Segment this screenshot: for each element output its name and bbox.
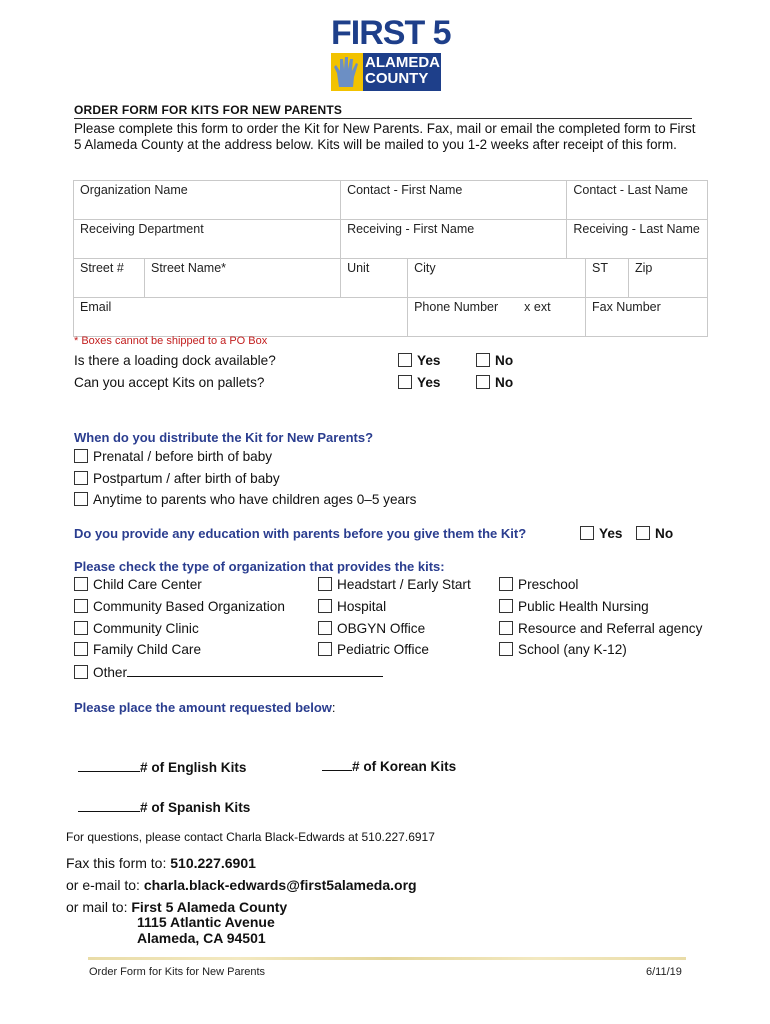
loading-dock-no[interactable]: No — [476, 353, 513, 368]
unit-field[interactable]: Unit — [341, 259, 408, 298]
checkbox-icon[interactable] — [318, 577, 332, 591]
checkbox-icon[interactable] — [74, 577, 88, 591]
org-headstart[interactable]: Headstart / Early Start — [318, 577, 471, 592]
checkbox-icon[interactable] — [74, 642, 88, 656]
city-field[interactable]: City — [408, 259, 586, 298]
footer-divider — [88, 957, 686, 960]
org-hospital[interactable]: Hospital — [318, 599, 386, 614]
fax-line: Fax this form to: 510.227.6901 — [66, 855, 256, 871]
contact-first-field[interactable]: Contact - First Name — [341, 181, 567, 220]
checkbox-icon[interactable] — [318, 642, 332, 656]
first5-logo-text: FIRST 5 — [331, 14, 451, 52]
checkbox-icon[interactable] — [74, 599, 88, 613]
logo-county-text: ALAMEDA COUNTY — [365, 54, 440, 87]
email-link[interactable]: charla.black-edwards@first5alameda.org — [143, 877, 417, 893]
org-community-based[interactable]: Community Based Organization — [74, 599, 285, 614]
org-name-field[interactable]: Organization Name — [74, 181, 341, 220]
spanish-kits[interactable]: # of Spanish Kits — [78, 797, 250, 815]
alameda-county-logo — [331, 53, 441, 91]
po-box-note: * Boxes cannot be shipped to a PO Box — [74, 335, 268, 347]
fax-field[interactable]: Fax Number — [586, 298, 708, 337]
mail-line: or mail to: First 5 Alameda County — [66, 899, 288, 915]
checkbox-icon[interactable] — [636, 526, 650, 540]
org-family-child-care[interactable]: Family Child Care — [74, 642, 201, 657]
org-obgyn[interactable]: OBGYN Office — [318, 621, 425, 636]
distribute-option-postpartum[interactable]: Postpartum / after birth of baby — [74, 471, 280, 486]
korean-kits-line[interactable] — [322, 756, 352, 771]
checkbox-icon[interactable] — [499, 642, 513, 656]
english-kits-line[interactable] — [78, 757, 140, 772]
contact-info-table — [73, 180, 708, 337]
mail-address-line2: 1115 Atlantic Avenue — [137, 914, 275, 930]
pallets-yes[interactable]: Yes — [398, 375, 440, 390]
org-pediatric[interactable]: Pediatric Office — [318, 642, 429, 657]
checkbox-icon[interactable] — [74, 665, 88, 679]
checkbox-icon[interactable] — [74, 492, 88, 506]
education-no[interactable]: No — [636, 526, 673, 541]
mail-address-line3: Alameda, CA 94501 — [137, 930, 266, 946]
amount-prompt: Please place the amount requested below: — [74, 700, 336, 715]
distribute-option-anytime[interactable]: Anytime to parents who have children ages 0–5 years — [74, 492, 416, 507]
english-kits[interactable]: # of English Kits — [78, 757, 247, 775]
org-other[interactable]: Other — [74, 664, 383, 680]
checkbox-icon[interactable] — [580, 526, 594, 540]
pallets-question: Can you accept Kits on pallets? — [74, 375, 265, 390]
form-intro: Please complete this form to order the Kit for New Parents. Fax, mail or email the completed form to First 5 Alameda County at the address below. Kits will be mailed to you 1-2 weeks after receipt of this form. — [74, 121, 696, 152]
checkbox-icon[interactable] — [74, 449, 88, 463]
org-preschool[interactable]: Preschool — [499, 577, 578, 592]
korean-kits[interactable]: # of Korean Kits — [322, 756, 456, 774]
email-line: or e-mail to: charla.black-edwards@first5alameda.org — [66, 877, 417, 893]
phone-field[interactable]: Phone Number x ext — [408, 298, 586, 337]
questions-contact: For questions, please contact Charla Black-Edwards at 510.227.6917 — [66, 830, 435, 844]
other-line[interactable] — [127, 664, 383, 677]
org-resource-referral[interactable]: Resource and Referral agency — [499, 621, 702, 636]
street-number-field[interactable]: Street # — [74, 259, 145, 298]
receiving-dept-field[interactable]: Receiving Department — [74, 220, 341, 259]
footer-date: 6/11/19 — [646, 966, 682, 978]
education-yes[interactable]: Yes — [580, 526, 622, 541]
org-type-question: Please check the type of organization that provides the kits: — [74, 559, 445, 574]
hand-icon — [331, 53, 363, 91]
checkbox-icon[interactable] — [398, 353, 412, 367]
checkbox-icon[interactable] — [499, 599, 513, 613]
street-name-field[interactable]: Street Name* — [145, 259, 341, 298]
spanish-kits-line[interactable] — [78, 797, 140, 812]
footer-left: Order Form for Kits for New Parents — [89, 966, 266, 978]
zip-field[interactable]: Zip — [629, 259, 708, 298]
distribute-question: When do you distribute the Kit for New Parents? — [74, 430, 374, 445]
education-question: Do you provide any education with parents before you give them the Kit? — [74, 526, 527, 541]
checkbox-icon[interactable] — [398, 375, 412, 389]
checkbox-icon[interactable] — [74, 471, 88, 485]
checkbox-icon[interactable] — [318, 599, 332, 613]
receiving-last-field[interactable]: Receiving - Last Name — [567, 220, 708, 259]
org-child-care-center[interactable]: Child Care Center — [74, 577, 202, 592]
checkbox-icon[interactable] — [476, 375, 490, 389]
form-title: ORDER FORM FOR KITS FOR NEW PARENTS — [74, 103, 692, 119]
loading-dock-question: Is there a loading dock available? — [74, 353, 276, 368]
state-field[interactable]: ST — [586, 259, 629, 298]
distribute-option-prenatal[interactable]: Prenatal / before birth of baby — [74, 449, 272, 464]
checkbox-icon[interactable] — [74, 621, 88, 635]
email-field[interactable]: Email — [74, 298, 408, 337]
checkbox-icon[interactable] — [476, 353, 490, 367]
org-community-clinic[interactable]: Community Clinic — [74, 621, 199, 636]
receiving-first-field[interactable]: Receiving - First Name — [341, 220, 567, 259]
checkbox-icon[interactable] — [499, 621, 513, 635]
org-public-health[interactable]: Public Health Nursing — [499, 599, 649, 614]
pallets-no[interactable]: No — [476, 375, 513, 390]
loading-dock-yes[interactable]: Yes — [398, 353, 440, 368]
checkbox-icon[interactable] — [499, 577, 513, 591]
org-school[interactable]: School (any K-12) — [499, 642, 627, 657]
checkbox-icon[interactable] — [318, 621, 332, 635]
contact-last-field[interactable]: Contact - Last Name — [567, 181, 708, 220]
